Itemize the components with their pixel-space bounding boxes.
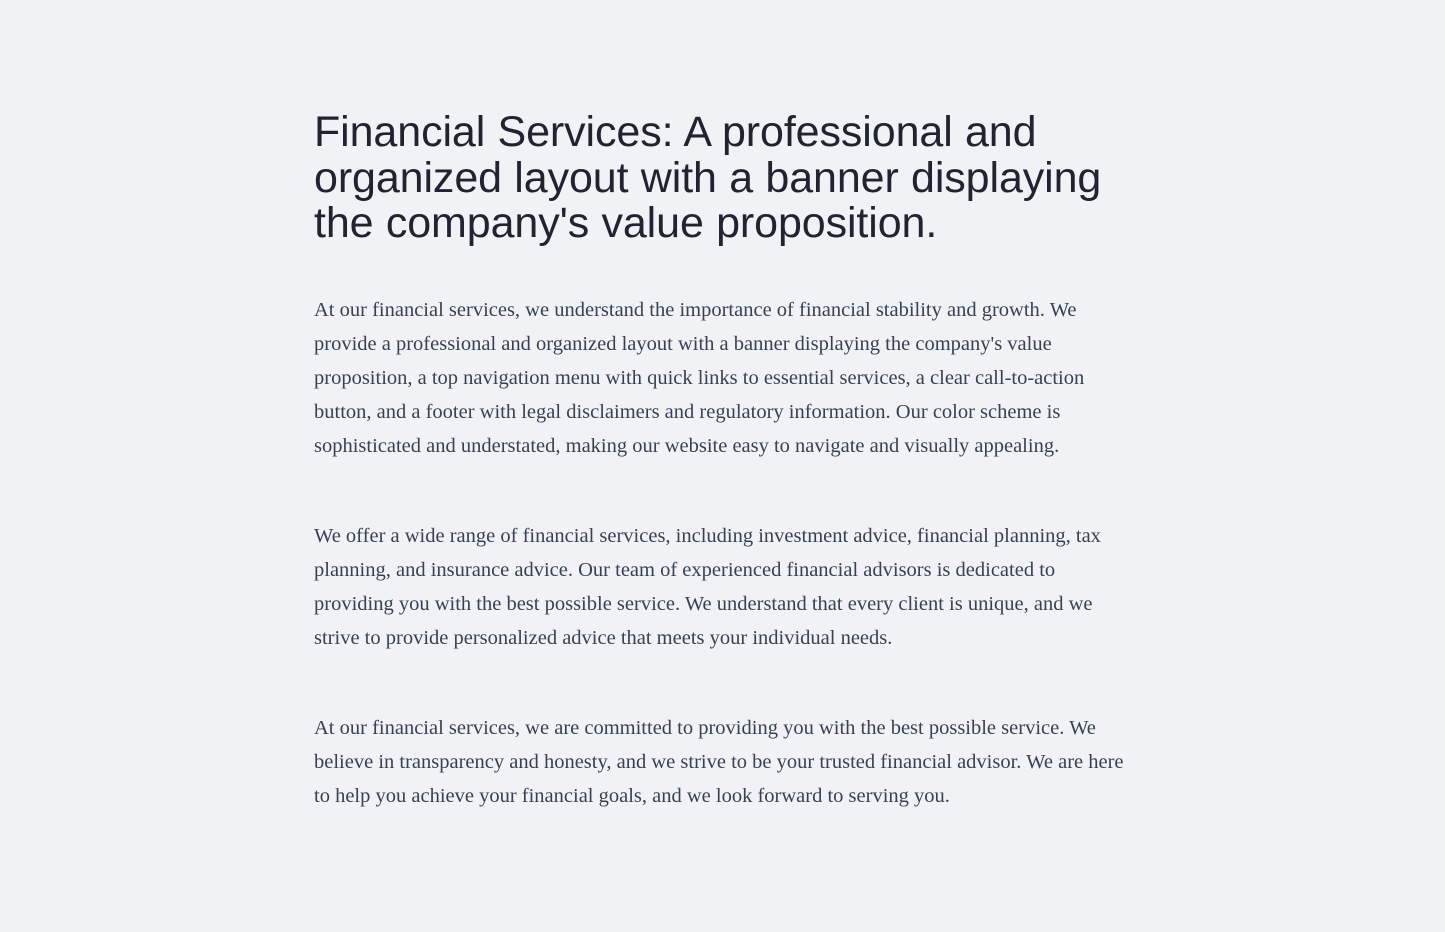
article-paragraph: We offer a wide range of financial services, including investment advice, financial planning, tax planning, and insurance advice. Our team of experienced financial advisors is dedicated to providing you with the best possible service. We understand that every client is unique, and we strive to provide personalized advice that meets your individual needs.: [314, 524, 1101, 649]
article-paragraph: At our financial services, we are committed to providing you with the best possible service. We believe in transparency and honesty, and we strive to be your trusted financial advisor. We are here to help you achieve your financial goals, and we look forward to serving you.: [314, 716, 1124, 807]
article-paragraph: At our financial services, we understand the importance of financial stability and growth. We provide a professional and organized layout with a banner displaying the company's value proposition, a top navigation menu with quick links to essential services, a clear call-to-action button, and a footer with legal disclaimers and regulatory information. Our color scheme is sophisticated and understated, making our website easy to navigate and visually appealing.: [314, 298, 1085, 457]
article-body: [314, 293, 1130, 813]
page-title: Financial Services: A professional and organized layout with a banner displaying the company's value proposition.: [314, 108, 1102, 247]
article-content-container: [314, 0, 1130, 813]
